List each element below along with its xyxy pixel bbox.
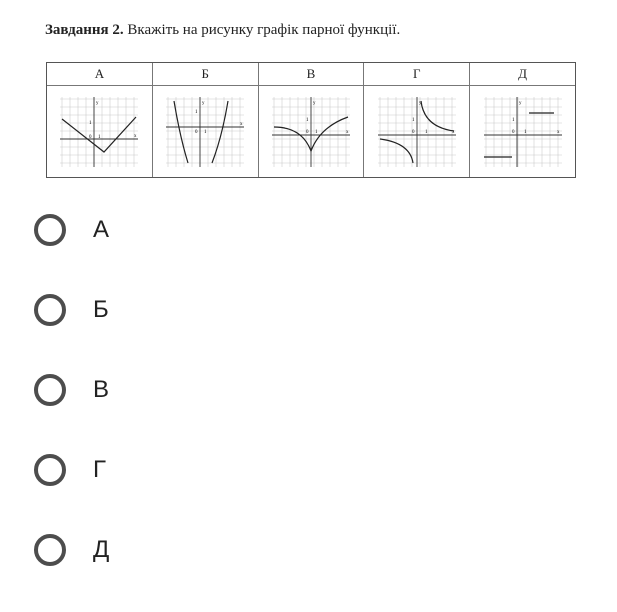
radio-button[interactable] (34, 374, 66, 406)
origin-label: 0 (305, 129, 309, 135)
graphs-table (46, 62, 576, 178)
tick-y-label: 1 (411, 117, 415, 123)
tick-y-label: 1 (195, 109, 198, 115)
radio-button[interactable] (34, 534, 66, 566)
tick-y-label: 1 (305, 117, 309, 123)
axis-y-label: y (312, 100, 316, 106)
axis-y-label: y (96, 100, 99, 106)
graph-column-g (364, 63, 470, 177)
option-label[interactable]: Г (93, 456, 106, 483)
option-a[interactable] (34, 210, 109, 250)
option-label[interactable]: В (93, 376, 110, 403)
graph-b (166, 97, 244, 167)
graph-cell-v (259, 86, 364, 177)
origin-label: 0 (89, 134, 92, 140)
option-label[interactable]: Д (93, 536, 110, 563)
option-label[interactable]: А (93, 216, 110, 243)
graph-column-b (153, 63, 259, 177)
radio-button[interactable] (34, 214, 66, 246)
graph-label-g: Г (364, 63, 469, 86)
graph-cell-g (364, 86, 469, 177)
graph-cell-a (47, 86, 152, 177)
answer-options (34, 210, 109, 610)
tick-x-label: 1 (523, 129, 527, 135)
graph-column-v (259, 63, 365, 177)
curve-g-right (418, 100, 454, 131)
axis-x-label: x (134, 133, 137, 139)
option-v[interactable] (34, 370, 109, 410)
axis-y-label: y (518, 100, 522, 106)
task-number: Завдання 2. (45, 22, 124, 38)
graph-cell-b (153, 86, 258, 177)
graph-column-d (470, 63, 575, 177)
graph-column-a (47, 63, 153, 177)
graph-label-b: Б (153, 63, 258, 86)
origin-label: 0 (511, 129, 515, 135)
axis-x-label: x (556, 129, 560, 135)
graph-d (484, 97, 562, 167)
graph-cell-d (470, 86, 575, 177)
option-b[interactable] (34, 290, 109, 330)
graph-a (60, 97, 138, 167)
option-g[interactable] (34, 450, 109, 490)
axis-x-label: x (240, 121, 243, 127)
task-text: Вкажіть на рисунку графік парної функції. (123, 22, 401, 38)
axis-x-label: x (345, 129, 349, 135)
option-d[interactable] (34, 530, 109, 570)
graph-label-a: А (47, 63, 152, 86)
graph-label-v: В (259, 63, 364, 86)
curve-b-right (212, 101, 228, 163)
option-label[interactable]: Б (93, 296, 109, 323)
tick-y-label: 1 (511, 117, 515, 123)
origin-label: 0 (411, 129, 415, 135)
curve-g-left (380, 139, 413, 163)
origin-label: 0 (195, 129, 198, 135)
axis-y-label: y (202, 100, 205, 106)
tick-y-label: 1 (89, 120, 92, 126)
graph-g (378, 97, 456, 167)
axis-x-label: x (451, 129, 455, 135)
graph-v (272, 97, 350, 167)
radio-button[interactable] (34, 454, 66, 486)
axis-y-label: y (418, 100, 422, 106)
tick-x-label: 1 (314, 129, 318, 135)
graph-label-d: Д (470, 63, 575, 86)
tick-x-label: 1 (424, 129, 428, 135)
tick-x-label: 1 (98, 134, 101, 140)
task-statement (45, 22, 400, 39)
radio-button[interactable] (34, 294, 66, 326)
tick-x-label: 1 (204, 129, 207, 135)
